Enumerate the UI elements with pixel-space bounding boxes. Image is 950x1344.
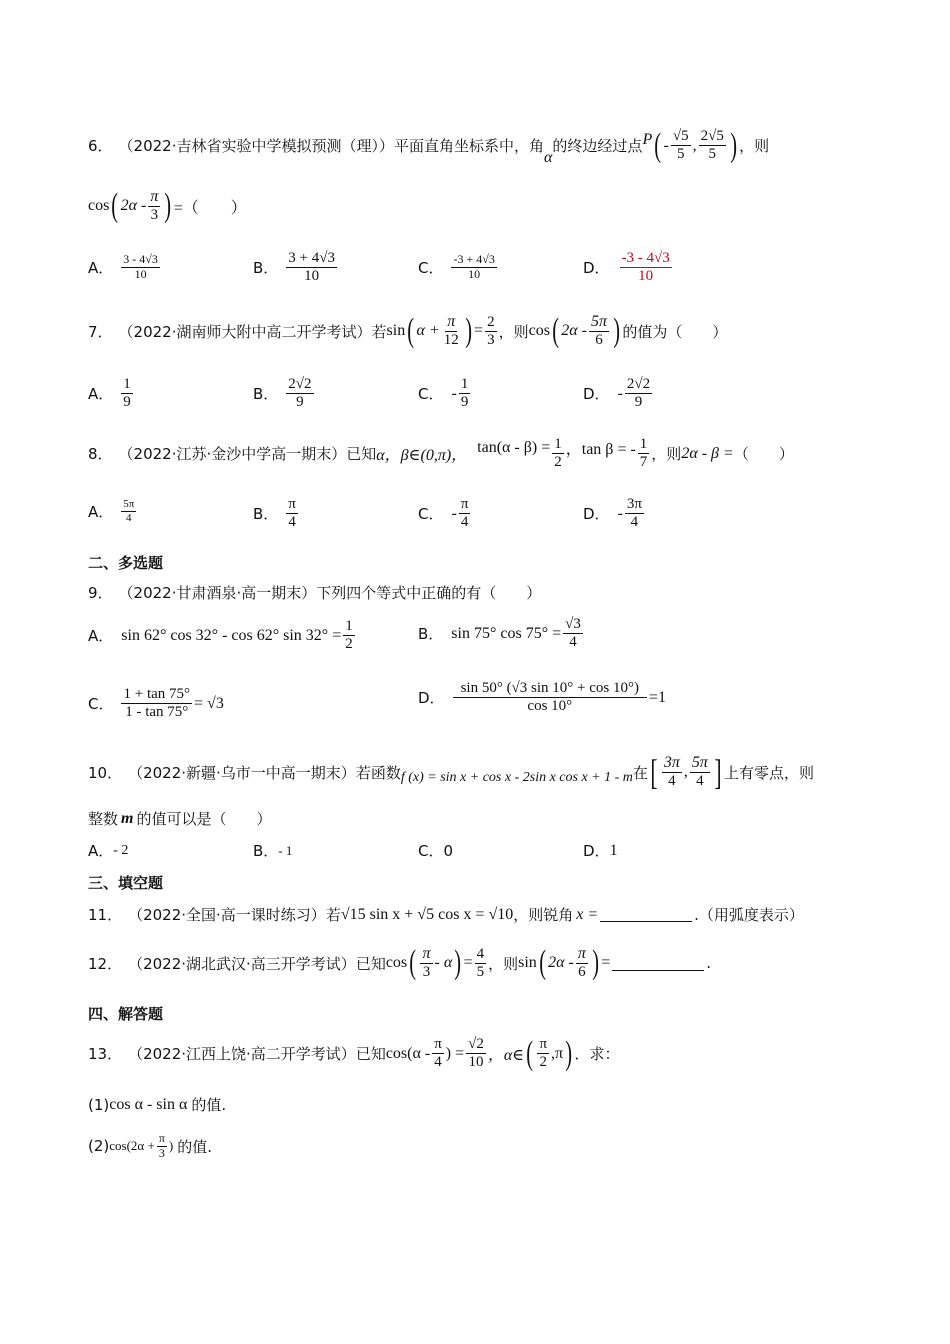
option-b[interactable]: B． sin 75° cos 75° = $\frac{√3}{4}$	[418, 616, 581, 651]
option-d[interactable]: D． 1	[583, 841, 618, 860]
question-number: 9．	[88, 584, 113, 602]
question-source: （2022·新疆·乌市一中高一期末）	[128, 763, 356, 782]
question-source: （2022·湖北武汉·高三开学考试）	[128, 954, 356, 973]
math-cos: cos	[528, 322, 550, 340]
option-c[interactable]: C． $\frac{-3 + 4√3}{10}$	[418, 252, 495, 281]
option-d[interactable]: D． - $\frac{2√2}{9}$	[583, 376, 651, 411]
option-c[interactable]: C． $\frac{1 + \tan 75^\circ}{1 - \tan 75^\circ}$ = √3	[88, 686, 224, 721]
question-text: 若	[371, 322, 387, 341]
question-12-line: 12． （2022·湖北武汉·高三开学考试） 已知 cos ( $\frac{\pi}{3}$ - α ) = $\frac{4}{5}$ ，则 sin ( 2α - $\frac{\pi}{6}$ ) = .	[88, 944, 711, 982]
option-c[interactable]: C． 0	[418, 841, 454, 860]
option-c[interactable]: C． - $\frac{1}{9}$	[418, 376, 469, 411]
question-text: 平面直角坐标系中，角	[394, 137, 545, 156]
question-10-line-1: 10． （2022·新疆·乌市一中高一期末） 若函数 f (x) = sin x + cos x - 2sin x cos x + 1 - m 在 [ $\frac{3\pi}{4}$ , $\frac{5\pi}{4}$ ] 上有零点，则	[88, 752, 814, 793]
answer-blank[interactable]	[612, 956, 704, 971]
question-number: 12．	[88, 954, 123, 973]
option-a[interactable]: A． sin 62° cos 32° - cos 62° sin 32° = $\frac{1}{2}$	[88, 618, 353, 653]
math-fraction: $\frac{\pi}{3}$	[150, 188, 159, 224]
question-13-part-2: (2) cos(2α + $\frac{\pi}{3}$ ) 的值.	[88, 1131, 212, 1160]
question-13-part-1: (1) cos α - sin α 的值.	[88, 1095, 227, 1114]
option-d[interactable]: D． - $\frac{3\pi}{4}$	[583, 496, 642, 531]
question-source: （2022·甘肃酒泉·高一期末）	[118, 584, 317, 602]
question-source: （2022·江苏·金沙中学高一期末）	[118, 445, 347, 464]
math-cos: cos	[88, 197, 110, 215]
question-10-line-2: 整数 m 的值可以是（ ）	[88, 809, 272, 828]
question-7-line: 7． （2022·湖南师大附中高二开学考试） 若 sin ( α + $\frac{\pi}{12}$ ) = $\frac{2}{3}$ ，则 cos ( 2α - $\frac{5\pi}{6}$ ) 的值为（ ）	[88, 312, 728, 350]
question-number: 11．	[88, 906, 123, 924]
question-number: 13．	[88, 1045, 123, 1064]
question-9-line: 9． （2022·甘肃酒泉·高一期末） 下列四个等式中正确的有（ ）	[88, 584, 542, 602]
question-6-line-1: 6． （2022·吉林省实验中学模拟预测（理）） 平面直角坐标系中，角 α 的终边经过点 P ( - $\frac{√5}{5}$ , $\frac{2√5}{5}$ ) ，则	[88, 126, 770, 166]
option-a[interactable]: A． - 2	[88, 842, 129, 860]
section-heading: 四、解答题	[88, 1005, 164, 1023]
option-a[interactable]: A． $\frac{3 - 4√3}{10}$	[88, 252, 158, 281]
question-8-line: 8． （2022·江苏·金沙中学高一期末） 已知 α，β∈(0,π)， tan(α - β) = $\frac{1}{2}$ ，tan β = - $\frac{1}{7}$ ，则 2α - β = （ ）	[88, 436, 794, 471]
option-c[interactable]: C． - $\frac{\pi}{4}$	[418, 496, 469, 531]
question-number: 10．	[88, 763, 123, 782]
question-source: （2022·湖南师大附中高二开学考试）	[118, 322, 372, 341]
answer-blank[interactable]	[600, 907, 692, 922]
option-b[interactable]: B． $\frac{\pi}{4}$	[253, 496, 296, 531]
section-heading: 三、填空题	[88, 874, 164, 892]
answer-paren: =（ ）	[173, 199, 247, 217]
question-source: （2022·江西上饶·高二开学考试）	[128, 1045, 356, 1064]
question-text: 的终边经过点	[552, 137, 643, 156]
math-point: P	[642, 130, 653, 148]
math-alpha: α	[544, 148, 553, 166]
math-sin: sin	[386, 322, 406, 340]
option-d[interactable]: D． $\frac{-3 - 4√3}{10}$	[583, 250, 670, 285]
option-b[interactable]: B． $\frac{2√2}{9}$	[253, 376, 312, 411]
question-text: ，则	[739, 137, 770, 156]
option-d[interactable]: D． $\frac{\sin 50^\circ (√3 \sin 10^\circ + \cos 10^\circ)}{\cos 10^\circ}$ =1	[418, 680, 667, 715]
question-number: 8．	[88, 445, 113, 464]
section-heading: 二、多选题	[88, 554, 164, 572]
question-source: （2022·吉林省实验中学模拟预测（理））	[118, 137, 394, 156]
question-number: 6．	[88, 137, 113, 156]
question-6-line-2: cos ( 2α - $\frac{\pi}{3}$ ) =（ ）	[88, 187, 247, 225]
math-fraction: $\frac{2√5}{5}$	[700, 128, 724, 163]
math-fraction: $\frac{√5}{5}$	[672, 128, 689, 163]
option-b[interactable]: B． $\frac{3 + 4√3}{10}$	[253, 250, 335, 285]
question-number: 7．	[88, 322, 113, 341]
option-a[interactable]: A． $\frac{5\pi}{4}$	[88, 498, 135, 524]
question-13-line: 13． （2022·江西上饶·高二开学考试） 已知 cos(α - $\frac{\pi}{4}$ ) = $\frac{√2}{10}$ ，α∈ ( $\frac{\pi}{2}$ ,π ) ．求：	[88, 1034, 620, 1072]
question-source: （2022·全国·高一课时练习）	[128, 906, 326, 924]
option-b[interactable]: B． - 1	[253, 842, 293, 860]
math-expr: 2α -	[120, 197, 147, 215]
question-11-line: 11． （2022·全国·高一课时练习） 若 √15 sin x + √5 cos x = √10 ，则锐角 x = .（用弧度表示）	[88, 905, 804, 924]
option-a[interactable]: A． $\frac{1}{9}$	[88, 376, 131, 411]
